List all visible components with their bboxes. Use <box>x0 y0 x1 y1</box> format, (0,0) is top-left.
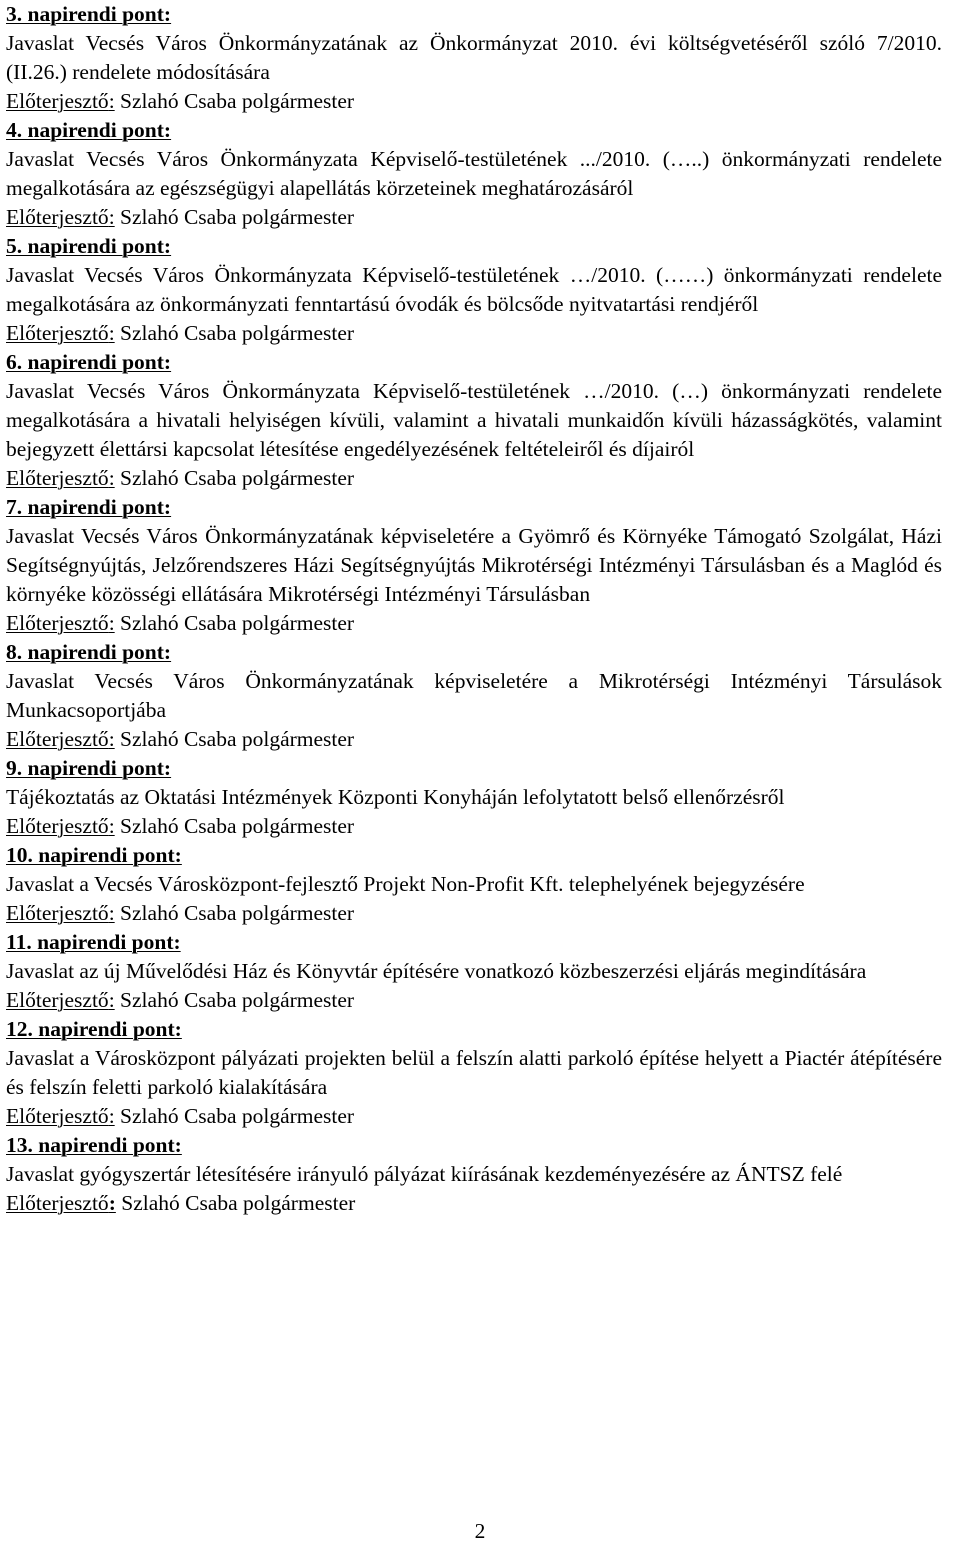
agenda-heading: 12. napirendi pont: <box>6 1017 182 1041</box>
presenter-label: Előterjesztő <box>6 901 109 925</box>
agenda-heading: 10. napirendi pont: <box>6 843 182 867</box>
agenda-presenter: Előterjesztő: Szlahó Csaba polgármester <box>6 321 355 345</box>
agenda-heading: 11. napirendi pont: <box>6 930 181 954</box>
agenda-presenter: Előterjesztő: Szlahó Csaba polgármester <box>6 1191 356 1215</box>
agenda-item-8 <box>6 638 942 754</box>
agenda-heading: 5. napirendi pont: <box>6 234 172 258</box>
agenda-item-3 <box>6 0 942 116</box>
agenda-text: Javaslat Vecsés Város Önkormányzata Képviselő-testületének …/2010. (…) önkormányzati rendelete megalkotására a hivatali helyiségen kívüli, valamint a hivatali munkaidőn kívüli házasságkötés, valamint bejegyzett élettársi kapcsolat létesítése engedélyezésének feltételeiről és díjairól <box>6 379 942 461</box>
agenda-text: Javaslat az új Művelődési Ház és Könyvtár építésére vonatkozó közbeszerzési eljárás megindítására <box>6 959 867 983</box>
presenter-label: Előterjesztő <box>6 988 109 1012</box>
agenda-heading: 9. napirendi pont: <box>6 756 172 780</box>
presenter-label: Előterjesztő <box>6 1191 109 1215</box>
agenda-item-11 <box>6 928 942 1015</box>
agenda-presenter: Előterjesztő: Szlahó Csaba polgármester <box>6 988 355 1012</box>
presenter-name: Szlahó Csaba polgármester <box>120 611 355 635</box>
document-page <box>6 0 942 1218</box>
presenter-name: Szlahó Csaba polgármester <box>121 1191 356 1215</box>
presenter-name: Szlahó Csaba polgármester <box>120 814 355 838</box>
presenter-name: Szlahó Csaba polgármester <box>120 901 355 925</box>
agenda-text: Javaslat Vecsés Város Önkormányzatának képviseletére a Gyömrő és Környéke Támogató Szolgálat, Házi Segítségnyújtás, Jelzőrendszeres Házi Segítségnyújtás Mikrotérségi Intézményi Társulásban és a Maglód és környéke közösségi ellátására Mikrotérségi Intézményi Társulásban <box>6 524 942 606</box>
agenda-item-10 <box>6 841 942 928</box>
agenda-text: Javaslat Vecsés Város Önkormányzatának az Önkormányzat 2010. évi költségvetéséről szóló 7/2010. (II.26.) rendelete módosítására <box>6 31 942 84</box>
presenter-label: Előterjesztő <box>6 814 109 838</box>
presenter-name: Szlahó Csaba polgármester <box>120 321 355 345</box>
presenter-label: Előterjesztő <box>6 727 109 751</box>
agenda-presenter: Előterjesztő: Szlahó Csaba polgármester <box>6 205 355 229</box>
agenda-item-6 <box>6 348 942 493</box>
agenda-item-13 <box>6 1131 942 1218</box>
presenter-name: Szlahó Csaba polgármester <box>120 988 355 1012</box>
agenda-text: Javaslat a Vecsés Városközpont-fejlesztő Projekt Non-Profit Kft. telephelyének bejegyzésére <box>6 872 805 896</box>
agenda-heading: 13. napirendi pont: <box>6 1133 182 1157</box>
page-number: 2 <box>474 1519 486 1543</box>
presenter-name: Szlahó Csaba polgármester <box>120 727 355 751</box>
agenda-heading: 3. napirendi pont: <box>6 2 172 26</box>
agenda-item-7 <box>6 493 942 638</box>
presenter-label: Előterjesztő <box>6 466 109 490</box>
presenter-label: Előterjesztő <box>6 611 109 635</box>
agenda-text: Javaslat Vecsés Város Önkormányzata Képviselő-testületének …/2010. (……) önkormányzati rendelete megalkotására az önkormányzati fenntartású óvodák és bölcsőde nyitvatartási rendjéről <box>6 263 942 316</box>
presenter-name: Szlahó Csaba polgármester <box>120 89 355 113</box>
agenda-text: Javaslat a Városközpont pályázati projekten belül a felszín alatti parkoló építése helyett a Piactér átépítésére és felszín feletti parkoló kialakítására <box>6 1046 942 1099</box>
agenda-text: Javaslat gyógyszertár létesítésére irányuló pályázat kiírásának kezdeményezésére az ÁNTSZ felé <box>6 1162 843 1186</box>
agenda-item-12 <box>6 1015 942 1131</box>
agenda-item-9 <box>6 754 942 841</box>
presenter-name: Szlahó Csaba polgármester <box>120 1104 355 1128</box>
presenter-name: Szlahó Csaba polgármester <box>120 205 355 229</box>
agenda-heading: 8. napirendi pont: <box>6 640 172 664</box>
presenter-label: Előterjesztő <box>6 1104 109 1128</box>
presenter-name: Szlahó Csaba polgármester <box>120 466 355 490</box>
presenter-label: Előterjesztő <box>6 205 109 229</box>
agenda-presenter: Előterjesztő: Szlahó Csaba polgármester <box>6 466 355 490</box>
agenda-heading: 7. napirendi pont: <box>6 495 172 519</box>
agenda-presenter: Előterjesztő: Szlahó Csaba polgármester <box>6 901 355 925</box>
agenda-presenter: Előterjesztő: Szlahó Csaba polgármester <box>6 727 355 751</box>
agenda-heading: 6. napirendi pont: <box>6 350 172 374</box>
agenda-text: Javaslat Vecsés Város Önkormányzatának képviseletére a Mikrotérségi Intézményi Társulások Munkacsoportjába <box>6 669 942 722</box>
agenda-item-5 <box>6 232 942 348</box>
agenda-heading: 4. napirendi pont: <box>6 118 172 142</box>
agenda-presenter: Előterjesztő: Szlahó Csaba polgármester <box>6 611 355 635</box>
agenda-item-4 <box>6 116 942 232</box>
agenda-text: Javaslat Vecsés Város Önkormányzata Képviselő-testületének .../2010. (…..) önkormányzati rendelete megalkotására az egészségügyi alapellátás körzeteinek meghatározásáról <box>6 147 942 200</box>
presenter-label: Előterjesztő <box>6 89 109 113</box>
agenda-presenter: Előterjesztő: Szlahó Csaba polgármester <box>6 814 355 838</box>
agenda-text: Tájékoztatás az Oktatási Intézmények Központi Konyháján lefolytatott belső ellenőrzésről <box>6 785 785 809</box>
presenter-label: Előterjesztő <box>6 321 109 345</box>
agenda-presenter: Előterjesztő: Szlahó Csaba polgármester <box>6 1104 355 1128</box>
agenda-presenter: Előterjesztő: Szlahó Csaba polgármester <box>6 89 355 113</box>
